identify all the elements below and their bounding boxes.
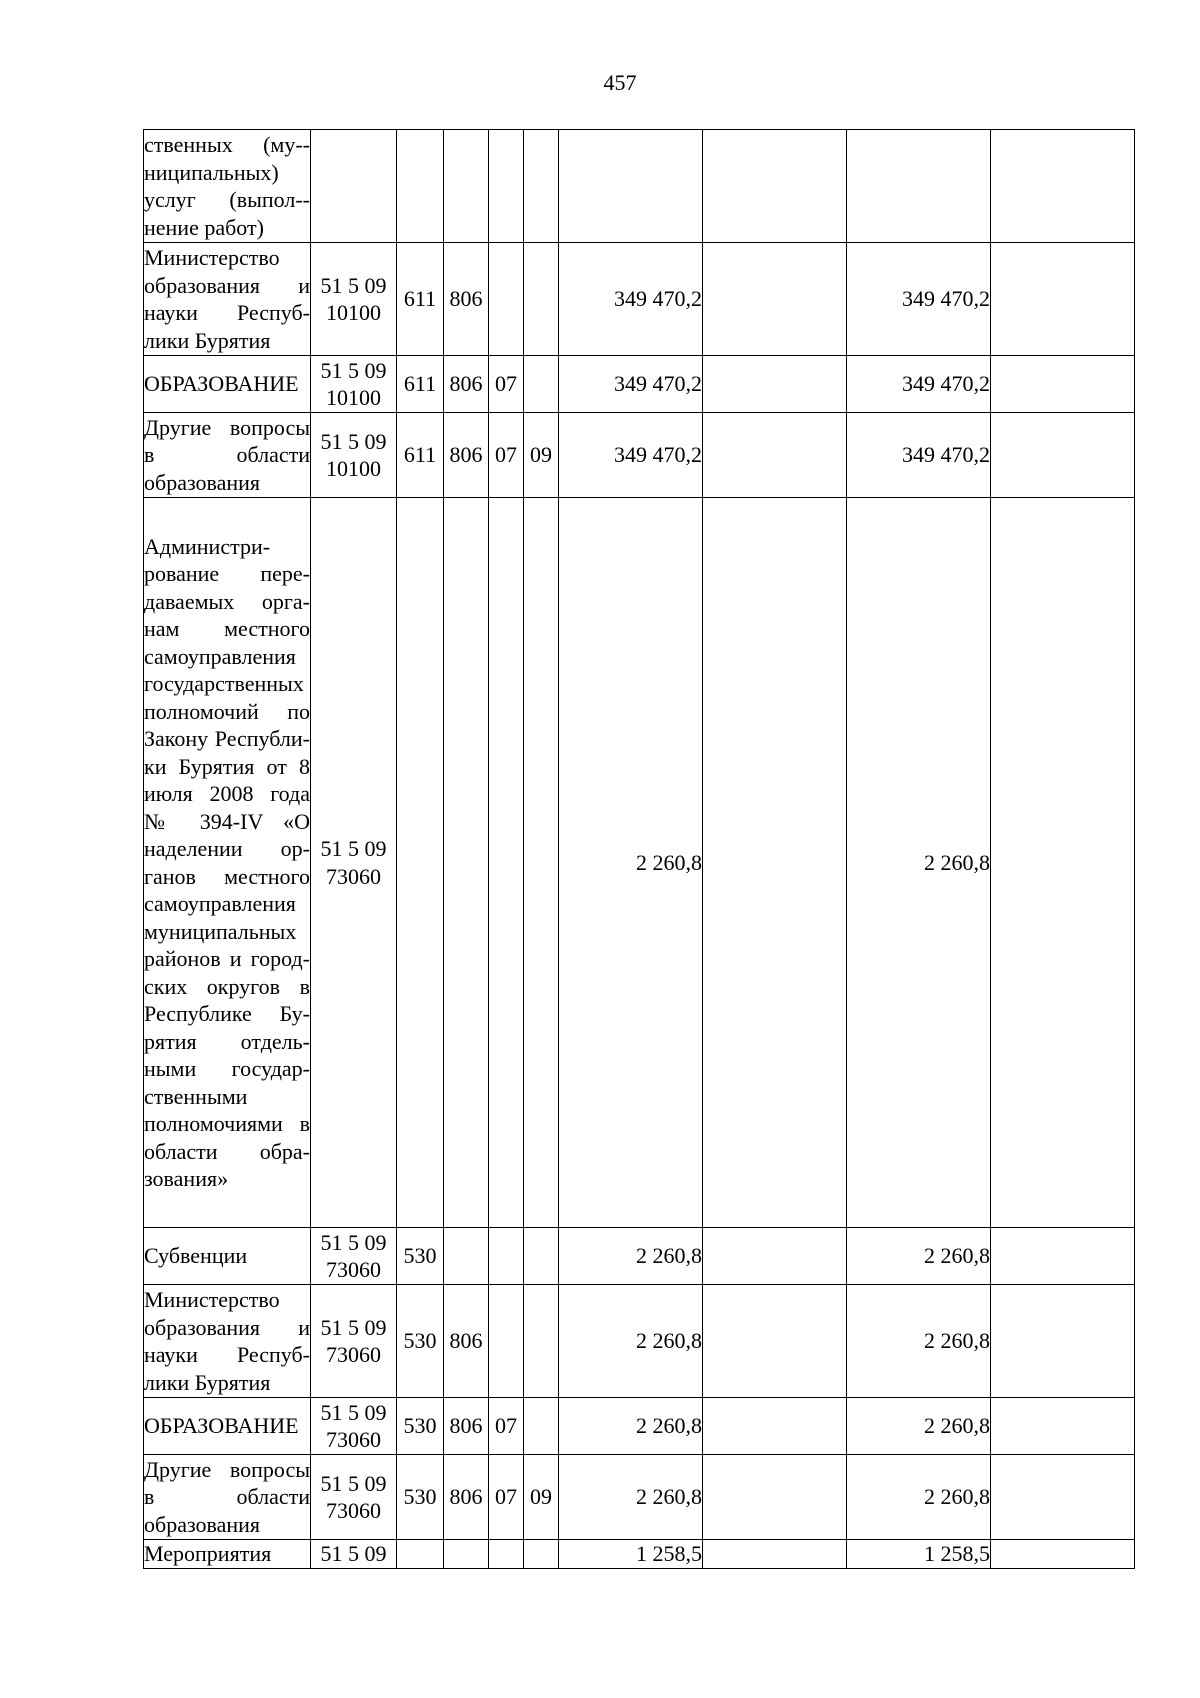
row-sum-1: 2 260,8 bbox=[559, 1285, 703, 1398]
row-grbs: 806 bbox=[444, 1285, 489, 1398]
table-row bbox=[144, 1540, 1135, 1569]
row-sum-2 bbox=[703, 130, 847, 243]
table-row bbox=[144, 356, 1135, 413]
row-pr bbox=[524, 130, 559, 243]
row-pr bbox=[524, 1285, 559, 1398]
row-sum-4 bbox=[991, 1228, 1135, 1285]
table-row bbox=[144, 1228, 1135, 1285]
table-row bbox=[144, 413, 1135, 498]
row-sum-3: 2 260,8 bbox=[847, 1228, 991, 1285]
row-sum-3: 2 260,8 bbox=[847, 1285, 991, 1398]
row-name: ственных (му-ниципальных) услуг (выпол-нение работ) bbox=[144, 130, 311, 243]
row-vr: 611 bbox=[397, 413, 444, 498]
row-rz bbox=[489, 1285, 524, 1398]
row-name: Мероприятия bbox=[144, 1540, 311, 1569]
row-sum-2 bbox=[703, 1540, 847, 1569]
row-grbs bbox=[444, 1540, 489, 1569]
row-name: ОБРАЗОВАНИЕ bbox=[144, 1398, 311, 1455]
row-rz bbox=[489, 243, 524, 356]
row-rz bbox=[489, 498, 524, 1228]
row-name: Министерство образования и науки Республики Бурятия bbox=[144, 243, 311, 356]
row-grbs: 806 bbox=[444, 243, 489, 356]
row-grbs: 806 bbox=[444, 1398, 489, 1455]
row-csr: 51 5 09 10100 bbox=[311, 356, 397, 413]
row-rz: 07 bbox=[489, 413, 524, 498]
row-csr: 51 5 09 73060 bbox=[311, 1455, 397, 1540]
row-sum-1: 349 470,2 bbox=[559, 243, 703, 356]
page-number: 457 bbox=[603, 70, 637, 95]
row-csr: 51 5 09 10100 bbox=[311, 243, 397, 356]
row-vr: 530 bbox=[397, 1228, 444, 1285]
row-name: Другие вопросы в области образования bbox=[144, 413, 311, 498]
row-pr bbox=[524, 1228, 559, 1285]
row-csr: 51 5 09 bbox=[311, 1540, 397, 1569]
row-sum-3: 349 470,2 bbox=[847, 413, 991, 498]
row-vr: 611 bbox=[397, 243, 444, 356]
row-pr bbox=[524, 243, 559, 356]
row-vr: 611 bbox=[397, 356, 444, 413]
row-sum-3: 349 470,2 bbox=[847, 243, 991, 356]
row-rz: 07 bbox=[489, 1398, 524, 1455]
table-row bbox=[144, 498, 1135, 1228]
row-sum-3: 2 260,8 bbox=[847, 1455, 991, 1540]
row-sum-4 bbox=[991, 413, 1135, 498]
row-sum-2 bbox=[703, 356, 847, 413]
row-vr: 530 bbox=[397, 1398, 444, 1455]
row-name: Министерство образования и науки Республики Бурятия bbox=[144, 1285, 311, 1398]
row-sum-1 bbox=[559, 130, 703, 243]
table-row bbox=[144, 243, 1135, 356]
row-csr: 51 5 09 73060 bbox=[311, 1398, 397, 1455]
row-pr bbox=[524, 1398, 559, 1455]
row-sum-2 bbox=[703, 1228, 847, 1285]
table-row bbox=[144, 130, 1135, 243]
row-sum-3: 349 470,2 bbox=[847, 356, 991, 413]
row-sum-1: 1 258,5 bbox=[559, 1540, 703, 1569]
row-csr bbox=[311, 130, 397, 243]
row-sum-4 bbox=[991, 1455, 1135, 1540]
row-csr: 51 5 09 73060 bbox=[311, 1285, 397, 1398]
row-sum-3: 2 260,8 bbox=[847, 1398, 991, 1455]
row-vr: 530 bbox=[397, 1455, 444, 1540]
budget-table bbox=[143, 129, 1135, 1569]
row-vr: 530 bbox=[397, 1285, 444, 1398]
row-name: Субвенции bbox=[144, 1228, 311, 1285]
row-sum-4 bbox=[991, 1398, 1135, 1455]
row-name: Администрирование передаваемых органам местного самоуправления государственных полномочий по Закону Республики Бурятия от 8 июля 2008 года № 394-IV «О наделении органов местного самоуправления муниципальных районов и городских округов в Республике Бурятия отдельными государственными полномочиями в области образования» bbox=[144, 498, 311, 1228]
row-pr: 09 bbox=[524, 1455, 559, 1540]
row-pr bbox=[524, 356, 559, 413]
row-vr bbox=[397, 1540, 444, 1569]
row-grbs: 806 bbox=[444, 1455, 489, 1540]
row-sum-4 bbox=[991, 243, 1135, 356]
row-csr: 51 5 09 10100 bbox=[311, 413, 397, 498]
row-grbs: 806 bbox=[444, 413, 489, 498]
row-rz: 07 bbox=[489, 1455, 524, 1540]
row-sum-4 bbox=[991, 356, 1135, 413]
row-sum-4 bbox=[991, 1285, 1135, 1398]
row-pr: 09 bbox=[524, 413, 559, 498]
row-sum-2 bbox=[703, 1398, 847, 1455]
row-sum-1: 349 470,2 bbox=[559, 413, 703, 498]
row-csr: 51 5 09 73060 bbox=[311, 498, 397, 1228]
row-sum-3 bbox=[847, 130, 991, 243]
row-sum-2 bbox=[703, 413, 847, 498]
row-grbs bbox=[444, 130, 489, 243]
row-sum-1: 2 260,8 bbox=[559, 1455, 703, 1540]
row-sum-2 bbox=[703, 498, 847, 1228]
row-grbs: 806 bbox=[444, 356, 489, 413]
row-sum-2 bbox=[703, 243, 847, 356]
row-vr bbox=[397, 130, 444, 243]
row-sum-1: 349 470,2 bbox=[559, 356, 703, 413]
table-row bbox=[144, 1455, 1135, 1540]
row-sum-3: 1 258,5 bbox=[847, 1540, 991, 1569]
row-grbs bbox=[444, 498, 489, 1228]
row-grbs bbox=[444, 1228, 489, 1285]
row-sum-1: 2 260,8 bbox=[559, 1398, 703, 1455]
row-sum-1: 2 260,8 bbox=[559, 498, 703, 1228]
row-vr bbox=[397, 498, 444, 1228]
row-rz bbox=[489, 1540, 524, 1569]
row-sum-1: 2 260,8 bbox=[559, 1228, 703, 1285]
row-sum-2 bbox=[703, 1285, 847, 1398]
row-pr bbox=[524, 1540, 559, 1569]
table-row bbox=[144, 1398, 1135, 1455]
row-csr: 51 5 09 73060 bbox=[311, 1228, 397, 1285]
row-name: Другие вопросы в области образования bbox=[144, 1455, 311, 1540]
row-pr bbox=[524, 498, 559, 1228]
table-row bbox=[144, 1285, 1135, 1398]
row-rz bbox=[489, 1228, 524, 1285]
row-name: ОБРАЗОВАНИЕ bbox=[144, 356, 311, 413]
row-sum-3: 2 260,8 bbox=[847, 498, 991, 1228]
row-sum-2 bbox=[703, 1455, 847, 1540]
row-rz: 07 bbox=[489, 356, 524, 413]
row-sum-4 bbox=[991, 498, 1135, 1228]
row-sum-4 bbox=[991, 1540, 1135, 1569]
row-sum-4 bbox=[991, 130, 1135, 243]
row-rz bbox=[489, 130, 524, 243]
